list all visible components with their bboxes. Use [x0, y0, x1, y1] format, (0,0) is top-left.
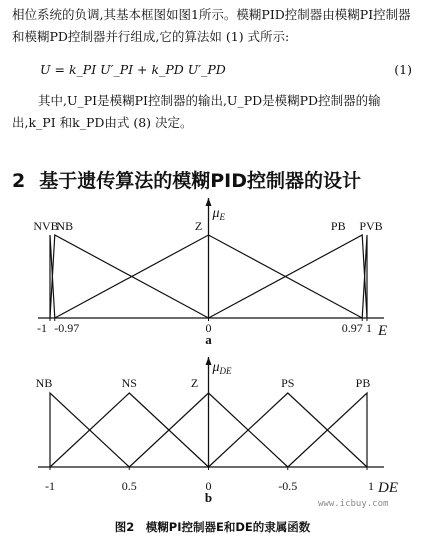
panel-b-tick-label: 0 [205, 479, 212, 493]
section-number: 2 [12, 170, 26, 192]
panel-a-tick-label: -0.97 [54, 321, 80, 335]
panel-a-tick-label: 0.97 [341, 321, 363, 335]
panel-b-label-z: Z [190, 376, 199, 390]
panel-a-y-axis-label: $\mu_E$ [212, 206, 226, 222]
panel-a-label-pb: PB [330, 219, 346, 233]
panel-a-tick-label: -1 [37, 321, 47, 335]
panel-b-y-axis-label: $\mu_{DE}$ [212, 360, 232, 376]
panel-a-label-nvb: NVB [33, 219, 59, 233]
panel-a-y-axis-arrow [206, 198, 212, 206]
body-paragraph-2: 其中,U_PI是模糊PI控制器的输出,U_PD是模糊PD控制器的输出,k_PI 和k_PD由式 (8) 决定。 [12, 93, 381, 130]
section-title: 基于遗传算法的模糊PID控制器的设计 [39, 170, 362, 192]
panel-b-label-nb: NB [35, 376, 53, 390]
panel-b-tick-label: -0.5 [278, 479, 298, 493]
panel-b-x-axis-label: DE [378, 480, 398, 496]
panel-b-mf-ns [50, 393, 209, 467]
panel-b-tick-label: -1 [45, 479, 55, 493]
panel-a-label-pvb: PVB [359, 219, 383, 233]
body-paragraph-1: 相位系统的负调,其基本框图如图1所示。模糊PID控制器由模糊PI控制器和模糊PD控制器并行组成,它的算法如 (1) 式所示: [12, 7, 411, 44]
panel-a-panel-label: a [205, 332, 212, 347]
panel-b-label-pb: PB [355, 376, 371, 390]
panel-a-label-nb: NB [56, 219, 74, 233]
panel-b-y-axis-arrow [206, 357, 212, 365]
panel-b-panel-label: b [204, 490, 213, 505]
watermark: www.icbuy.com [318, 499, 389, 509]
panel-b-mf-ps [209, 393, 368, 467]
panel-a-tick-label: 1 [366, 321, 372, 335]
panel-a-x-axis-label: E [378, 323, 388, 339]
panel-b-tick-label: 0.5 [121, 479, 137, 493]
equation-number: (1) [394, 62, 412, 77]
panel-b-tick-label: 1 [368, 479, 374, 493]
equation-text: U = k_PI U′_PI + k_PD U′_PD [40, 62, 226, 77]
figure-caption: 图2 模糊PI控制器E和DE的隶属函数 [114, 520, 311, 534]
panel-b-label-ps: PS [281, 376, 295, 390]
panel-a-label-z: Z [194, 219, 203, 233]
panel-a-tick-label: 0 [205, 321, 212, 335]
panel-b-label-ns: NS [121, 376, 137, 390]
